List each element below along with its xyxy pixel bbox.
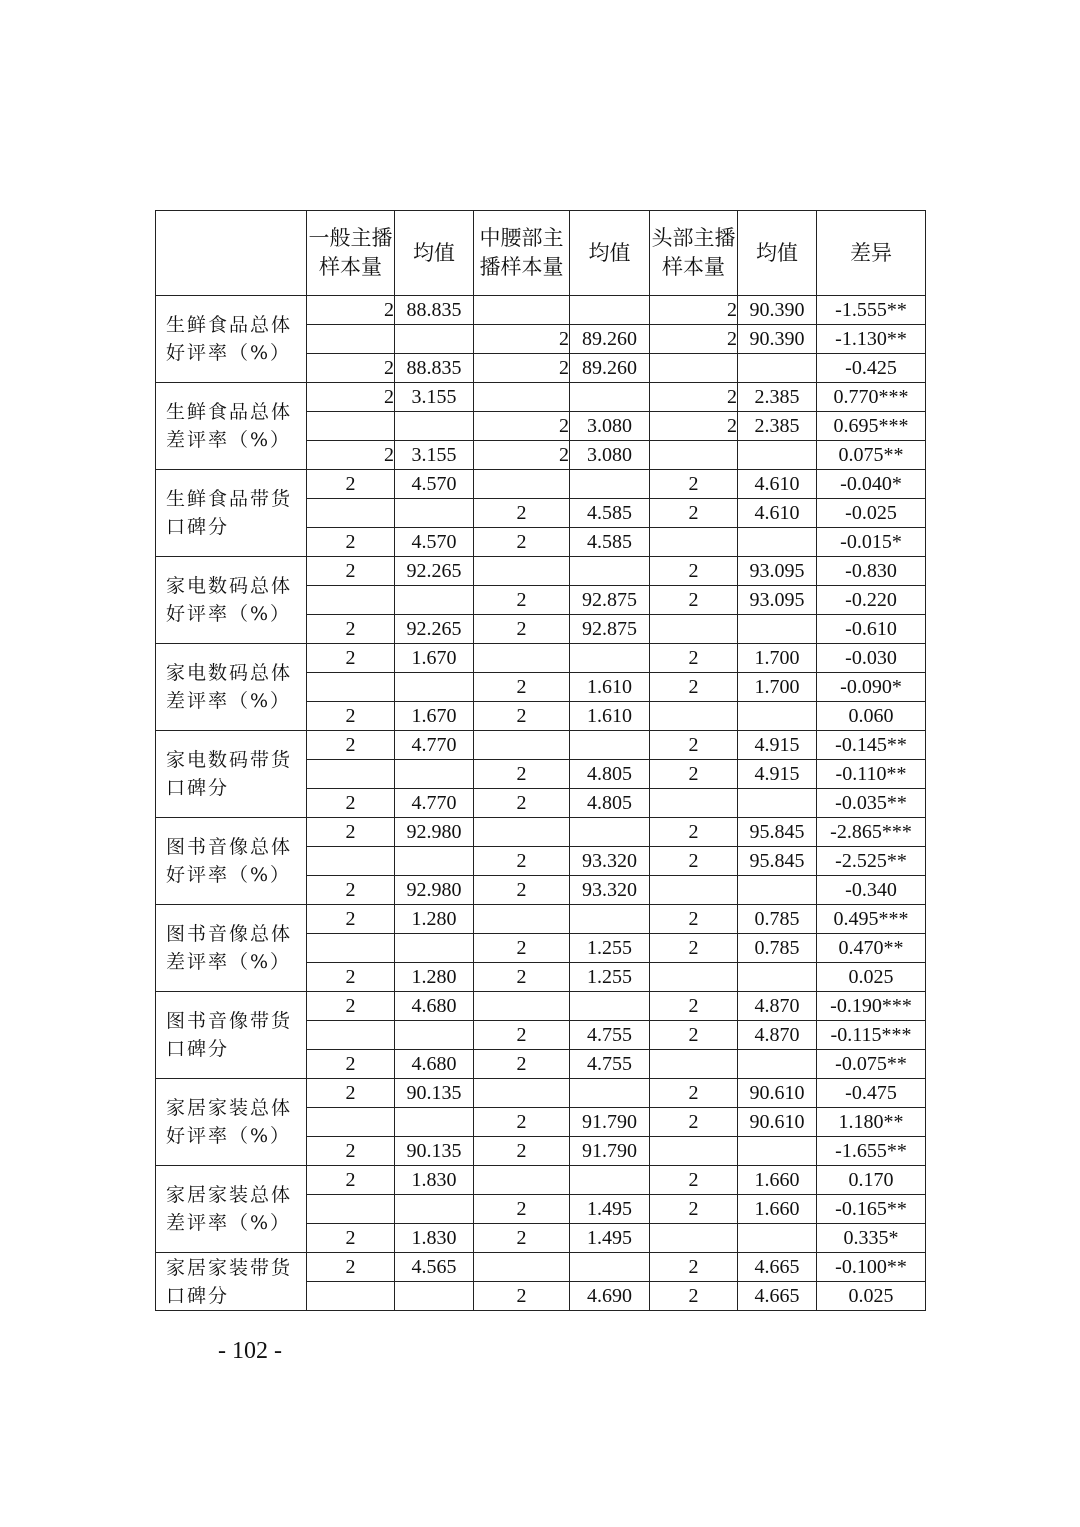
- cell-mid-mean: [570, 818, 650, 847]
- cell-general-mean: 1.670: [395, 702, 474, 731]
- cell-mid-sample: 2: [474, 1108, 570, 1137]
- cell-difference: -0.090*: [817, 673, 926, 702]
- cell-general-mean: 3.155: [395, 383, 474, 412]
- cell-top-sample: 2: [650, 1166, 738, 1195]
- cell-mid-sample: [474, 470, 570, 499]
- cell-top-mean: 4.915: [738, 760, 817, 789]
- cell-general-sample: 2: [307, 702, 395, 731]
- metric-label: 家居家装带货口碑分: [156, 1253, 307, 1311]
- cell-general-sample: 2: [307, 528, 395, 557]
- cell-mid-mean: 1.495: [570, 1224, 650, 1253]
- cell-mid-sample: 2: [474, 760, 570, 789]
- cell-top-mean: 93.095: [738, 586, 817, 615]
- cell-top-mean: [738, 1050, 817, 1079]
- cell-top-sample: 2: [650, 905, 738, 934]
- cell-difference: -0.190***: [817, 992, 926, 1021]
- cell-mid-sample: [474, 1079, 570, 1108]
- cell-mid-mean: 4.585: [570, 499, 650, 528]
- cell-general-mean: [395, 325, 474, 354]
- cell-general-sample: [307, 1021, 395, 1050]
- cell-top-sample: 2: [650, 644, 738, 673]
- cell-difference: -0.340: [817, 876, 926, 905]
- cell-general-sample: [307, 499, 395, 528]
- cell-general-sample: [307, 412, 395, 441]
- cell-general-mean: 1.830: [395, 1224, 474, 1253]
- header-cell-general-mean: 均值: [395, 211, 474, 296]
- header-cell-top-sample: 头部主播样本量: [650, 211, 738, 296]
- cell-general-sample: 2: [307, 876, 395, 905]
- cell-mid-sample: 2: [474, 1050, 570, 1079]
- cell-top-mean: 90.610: [738, 1079, 817, 1108]
- cell-mid-mean: 89.260: [570, 325, 650, 354]
- cell-mid-mean: 1.610: [570, 673, 650, 702]
- cell-top-sample: [650, 702, 738, 731]
- cell-mid-mean: 4.755: [570, 1021, 650, 1050]
- cell-general-mean: 1.830: [395, 1166, 474, 1195]
- cell-difference: -0.830: [817, 557, 926, 586]
- table-row: [156, 383, 926, 412]
- cell-difference: -0.015*: [817, 528, 926, 557]
- cell-top-mean: 4.665: [738, 1253, 817, 1282]
- metric-label: 家居家装总体差评率（%）: [156, 1166, 307, 1253]
- table-row: [156, 905, 926, 934]
- cell-difference: 0.335*: [817, 1224, 926, 1253]
- cell-difference: 1.180**: [817, 1108, 926, 1137]
- cell-top-mean: [738, 1137, 817, 1166]
- cell-mid-sample: 2: [474, 499, 570, 528]
- cell-general-mean: 4.680: [395, 992, 474, 1021]
- cell-general-mean: [395, 673, 474, 702]
- cell-mid-sample: 2: [474, 1195, 570, 1224]
- cell-mid-mean: [570, 1166, 650, 1195]
- cell-general-mean: 1.670: [395, 644, 474, 673]
- cell-top-sample: 2: [650, 470, 738, 499]
- cell-general-sample: 2: [307, 354, 395, 383]
- cell-top-mean: 2.385: [738, 383, 817, 412]
- cell-mid-mean: 92.875: [570, 615, 650, 644]
- metric-label: 家居家装总体好评率（%）: [156, 1079, 307, 1166]
- cell-top-sample: [650, 876, 738, 905]
- cell-top-mean: 1.700: [738, 644, 817, 673]
- cell-top-mean: 4.870: [738, 992, 817, 1021]
- cell-top-mean: 1.700: [738, 673, 817, 702]
- table-row: [156, 818, 926, 847]
- cell-mid-mean: 93.320: [570, 876, 650, 905]
- cell-mid-sample: 2: [474, 789, 570, 818]
- cell-general-sample: 2: [307, 1137, 395, 1166]
- cell-top-mean: 0.785: [738, 934, 817, 963]
- cell-top-sample: [650, 615, 738, 644]
- cell-mid-mean: [570, 383, 650, 412]
- cell-top-sample: [650, 963, 738, 992]
- cell-general-sample: [307, 673, 395, 702]
- cell-general-sample: 2: [307, 818, 395, 847]
- cell-mid-mean: 1.255: [570, 934, 650, 963]
- cell-top-sample: 2: [650, 673, 738, 702]
- cell-difference: 0.770***: [817, 383, 926, 412]
- cell-mid-mean: 1.255: [570, 963, 650, 992]
- cell-general-sample: [307, 1282, 395, 1311]
- cell-top-mean: [738, 789, 817, 818]
- cell-mid-mean: [570, 992, 650, 1021]
- cell-general-mean: [395, 934, 474, 963]
- table-row: [156, 296, 926, 325]
- cell-difference: -0.100**: [817, 1253, 926, 1282]
- table-row: [156, 644, 926, 673]
- cell-difference: -1.655**: [817, 1137, 926, 1166]
- cell-general-sample: 2: [307, 1253, 395, 1282]
- cell-top-sample: 2: [650, 760, 738, 789]
- cell-difference: 0.025: [817, 963, 926, 992]
- cell-general-sample: 2: [307, 789, 395, 818]
- cell-mid-sample: 2: [474, 673, 570, 702]
- page-number: - 102 -: [218, 1338, 282, 1364]
- cell-top-mean: 93.095: [738, 557, 817, 586]
- cell-difference: -0.035**: [817, 789, 926, 818]
- cell-mid-mean: 4.805: [570, 760, 650, 789]
- cell-mid-sample: [474, 296, 570, 325]
- header-row: [156, 211, 926, 296]
- table-row: [156, 557, 926, 586]
- cell-mid-mean: 89.260: [570, 354, 650, 383]
- cell-difference: -0.610: [817, 615, 926, 644]
- cell-mid-sample: [474, 818, 570, 847]
- cell-top-mean: [738, 1224, 817, 1253]
- cell-top-sample: 2: [650, 1195, 738, 1224]
- cell-mid-sample: 2: [474, 412, 570, 441]
- cell-top-mean: 90.390: [738, 296, 817, 325]
- cell-difference: -2.525**: [817, 847, 926, 876]
- cell-top-sample: 2: [650, 934, 738, 963]
- table-row: [156, 731, 926, 760]
- metric-label: 图书音像总体好评率（%）: [156, 818, 307, 905]
- cell-difference: 0.060: [817, 702, 926, 731]
- cell-mid-mean: [570, 1253, 650, 1282]
- cell-general-mean: 4.570: [395, 528, 474, 557]
- cell-mid-mean: 3.080: [570, 441, 650, 470]
- cell-mid-mean: [570, 296, 650, 325]
- cell-general-sample: 2: [307, 557, 395, 586]
- cell-top-mean: 4.665: [738, 1282, 817, 1311]
- comparison-table: [155, 210, 926, 1311]
- cell-mid-sample: 2: [474, 934, 570, 963]
- cell-top-mean: 4.610: [738, 499, 817, 528]
- cell-mid-mean: [570, 644, 650, 673]
- cell-mid-mean: 1.610: [570, 702, 650, 731]
- cell-difference: -0.145**: [817, 731, 926, 760]
- table-body: [156, 296, 926, 1311]
- cell-mid-mean: 4.690: [570, 1282, 650, 1311]
- header-cell-difference: 差异: [817, 211, 926, 296]
- cell-general-sample: 2: [307, 1166, 395, 1195]
- cell-mid-mean: 4.585: [570, 528, 650, 557]
- cell-general-mean: 92.980: [395, 876, 474, 905]
- header-cell-top-mean: 均值: [738, 211, 817, 296]
- table-row: [156, 1079, 926, 1108]
- cell-mid-mean: 3.080: [570, 412, 650, 441]
- cell-general-sample: 2: [307, 1224, 395, 1253]
- cell-top-mean: [738, 528, 817, 557]
- cell-mid-sample: 2: [474, 354, 570, 383]
- cell-top-mean: 95.845: [738, 818, 817, 847]
- cell-mid-sample: 2: [474, 1224, 570, 1253]
- cell-top-mean: [738, 963, 817, 992]
- cell-general-mean: [395, 499, 474, 528]
- cell-difference: 0.495***: [817, 905, 926, 934]
- metric-label: 生鲜食品总体好评率（%）: [156, 296, 307, 383]
- cell-general-mean: 4.770: [395, 789, 474, 818]
- cell-mid-sample: [474, 992, 570, 1021]
- cell-general-mean: 4.680: [395, 1050, 474, 1079]
- cell-top-sample: [650, 354, 738, 383]
- cell-mid-sample: 2: [474, 1137, 570, 1166]
- cell-general-sample: 2: [307, 1079, 395, 1108]
- cell-top-mean: 95.845: [738, 847, 817, 876]
- cell-general-sample: 2: [307, 644, 395, 673]
- cell-mid-sample: [474, 557, 570, 586]
- cell-mid-sample: [474, 383, 570, 412]
- cell-general-mean: 1.280: [395, 963, 474, 992]
- table-row: [156, 992, 926, 1021]
- cell-top-mean: 4.915: [738, 731, 817, 760]
- cell-difference: 0.025: [817, 1282, 926, 1311]
- cell-difference: -0.025: [817, 499, 926, 528]
- metric-label: 家电数码总体好评率（%）: [156, 557, 307, 644]
- cell-difference: -0.115***: [817, 1021, 926, 1050]
- cell-general-mean: 88.835: [395, 296, 474, 325]
- header-cell-mid-mean: 均值: [570, 211, 650, 296]
- cell-difference: 0.075**: [817, 441, 926, 470]
- cell-difference: -0.165**: [817, 1195, 926, 1224]
- cell-general-sample: 2: [307, 470, 395, 499]
- table-row: [156, 1253, 926, 1282]
- cell-general-sample: 2: [307, 383, 395, 412]
- cell-top-sample: [650, 528, 738, 557]
- cell-general-mean: 4.570: [395, 470, 474, 499]
- cell-top-mean: 1.660: [738, 1166, 817, 1195]
- cell-general-sample: 2: [307, 963, 395, 992]
- cell-general-mean: [395, 1021, 474, 1050]
- cell-top-sample: 2: [650, 383, 738, 412]
- cell-mid-mean: [570, 1079, 650, 1108]
- cell-general-mean: [395, 760, 474, 789]
- cell-top-mean: 4.610: [738, 470, 817, 499]
- cell-top-sample: 2: [650, 1282, 738, 1311]
- cell-top-mean: [738, 354, 817, 383]
- cell-mid-sample: [474, 1253, 570, 1282]
- cell-general-mean: 3.155: [395, 441, 474, 470]
- cell-top-sample: 2: [650, 325, 738, 354]
- cell-mid-mean: 4.805: [570, 789, 650, 818]
- cell-mid-mean: 92.875: [570, 586, 650, 615]
- cell-general-mean: 4.565: [395, 1253, 474, 1282]
- cell-general-sample: 2: [307, 615, 395, 644]
- cell-difference: -1.130**: [817, 325, 926, 354]
- cell-general-sample: 2: [307, 441, 395, 470]
- cell-mid-sample: 2: [474, 441, 570, 470]
- cell-general-mean: 90.135: [395, 1137, 474, 1166]
- cell-top-mean: 90.390: [738, 325, 817, 354]
- cell-top-sample: 2: [650, 1253, 738, 1282]
- cell-top-sample: [650, 1050, 738, 1079]
- cell-mid-sample: 2: [474, 702, 570, 731]
- cell-mid-sample: 2: [474, 325, 570, 354]
- cell-difference: -0.220: [817, 586, 926, 615]
- cell-general-sample: 2: [307, 992, 395, 1021]
- cell-mid-mean: 4.755: [570, 1050, 650, 1079]
- cell-mid-mean: [570, 731, 650, 760]
- cell-general-mean: 1.280: [395, 905, 474, 934]
- cell-difference: -0.475: [817, 1079, 926, 1108]
- cell-top-mean: 0.785: [738, 905, 817, 934]
- cell-top-mean: 90.610: [738, 1108, 817, 1137]
- header-cell-general-sample: 一般主播样本量: [307, 211, 395, 296]
- cell-difference: -0.425: [817, 354, 926, 383]
- cell-top-mean: 1.660: [738, 1195, 817, 1224]
- cell-top-mean: [738, 615, 817, 644]
- metric-label: 图书音像总体差评率（%）: [156, 905, 307, 992]
- cell-difference: 0.470**: [817, 934, 926, 963]
- cell-general-mean: [395, 847, 474, 876]
- cell-top-sample: 2: [650, 992, 738, 1021]
- cell-mid-sample: [474, 905, 570, 934]
- cell-general-sample: [307, 325, 395, 354]
- cell-general-mean: 92.265: [395, 615, 474, 644]
- cell-general-mean: 92.980: [395, 818, 474, 847]
- cell-difference: -0.110**: [817, 760, 926, 789]
- cell-general-mean: 90.135: [395, 1079, 474, 1108]
- cell-general-sample: [307, 934, 395, 963]
- cell-mid-sample: 2: [474, 586, 570, 615]
- cell-difference: -1.555**: [817, 296, 926, 325]
- cell-difference: -0.040*: [817, 470, 926, 499]
- cell-general-mean: [395, 412, 474, 441]
- metric-label: 生鲜食品总体差评率（%）: [156, 383, 307, 470]
- table-row: [156, 1166, 926, 1195]
- cell-top-sample: 2: [650, 1079, 738, 1108]
- cell-general-sample: 2: [307, 731, 395, 760]
- cell-mid-mean: 1.495: [570, 1195, 650, 1224]
- cell-top-mean: [738, 441, 817, 470]
- cell-mid-sample: 2: [474, 963, 570, 992]
- cell-top-sample: 2: [650, 499, 738, 528]
- cell-mid-mean: 91.790: [570, 1108, 650, 1137]
- cell-mid-mean: [570, 905, 650, 934]
- cell-difference: 0.170: [817, 1166, 926, 1195]
- cell-general-sample: 2: [307, 1050, 395, 1079]
- cell-general-sample: [307, 1108, 395, 1137]
- cell-mid-mean: 91.790: [570, 1137, 650, 1166]
- cell-mid-mean: [570, 470, 650, 499]
- cell-top-mean: 4.870: [738, 1021, 817, 1050]
- cell-top-sample: 2: [650, 1108, 738, 1137]
- cell-difference: -0.030: [817, 644, 926, 673]
- cell-mid-mean: [570, 557, 650, 586]
- metric-label: 图书音像带货口碑分: [156, 992, 307, 1079]
- cell-difference: 0.695***: [817, 412, 926, 441]
- cell-general-mean: [395, 1282, 474, 1311]
- cell-general-mean: [395, 1195, 474, 1224]
- cell-mid-sample: 2: [474, 1282, 570, 1311]
- cell-difference: -0.075**: [817, 1050, 926, 1079]
- cell-general-mean: 88.835: [395, 354, 474, 383]
- cell-mid-mean: 93.320: [570, 847, 650, 876]
- metric-label: 家电数码总体差评率（%）: [156, 644, 307, 731]
- cell-mid-sample: 2: [474, 615, 570, 644]
- cell-top-mean: [738, 702, 817, 731]
- cell-top-sample: 2: [650, 1021, 738, 1050]
- cell-general-mean: 92.265: [395, 557, 474, 586]
- cell-top-sample: 2: [650, 296, 738, 325]
- cell-top-sample: [650, 789, 738, 818]
- cell-top-sample: [650, 1137, 738, 1166]
- cell-difference: -2.865***: [817, 818, 926, 847]
- cell-top-sample: 2: [650, 557, 738, 586]
- cell-mid-sample: 2: [474, 876, 570, 905]
- metric-label: 家电数码带货口碑分: [156, 731, 307, 818]
- cell-mid-sample: [474, 644, 570, 673]
- cell-top-sample: 2: [650, 412, 738, 441]
- cell-top-sample: 2: [650, 731, 738, 760]
- header-cell-mid-sample: 中腰部主播样本量: [474, 211, 570, 296]
- cell-general-sample: [307, 586, 395, 615]
- cell-mid-sample: 2: [474, 1021, 570, 1050]
- cell-top-mean: [738, 876, 817, 905]
- cell-top-mean: 2.385: [738, 412, 817, 441]
- cell-top-sample: 2: [650, 586, 738, 615]
- cell-mid-sample: 2: [474, 847, 570, 876]
- cell-mid-sample: 2: [474, 528, 570, 557]
- cell-general-sample: 2: [307, 905, 395, 934]
- metric-label: 生鲜食品带货口碑分: [156, 470, 307, 557]
- cell-top-sample: [650, 1224, 738, 1253]
- header-cell-label: [156, 211, 307, 296]
- cell-general-mean: [395, 1108, 474, 1137]
- cell-general-mean: 4.770: [395, 731, 474, 760]
- cell-general-sample: 2: [307, 296, 395, 325]
- cell-general-mean: [395, 586, 474, 615]
- cell-general-sample: [307, 760, 395, 789]
- cell-top-sample: 2: [650, 847, 738, 876]
- cell-top-sample: 2: [650, 818, 738, 847]
- cell-mid-sample: [474, 731, 570, 760]
- cell-mid-sample: [474, 1166, 570, 1195]
- table-row: [156, 470, 926, 499]
- cell-general-sample: [307, 847, 395, 876]
- cell-general-sample: [307, 1195, 395, 1224]
- cell-top-sample: [650, 441, 738, 470]
